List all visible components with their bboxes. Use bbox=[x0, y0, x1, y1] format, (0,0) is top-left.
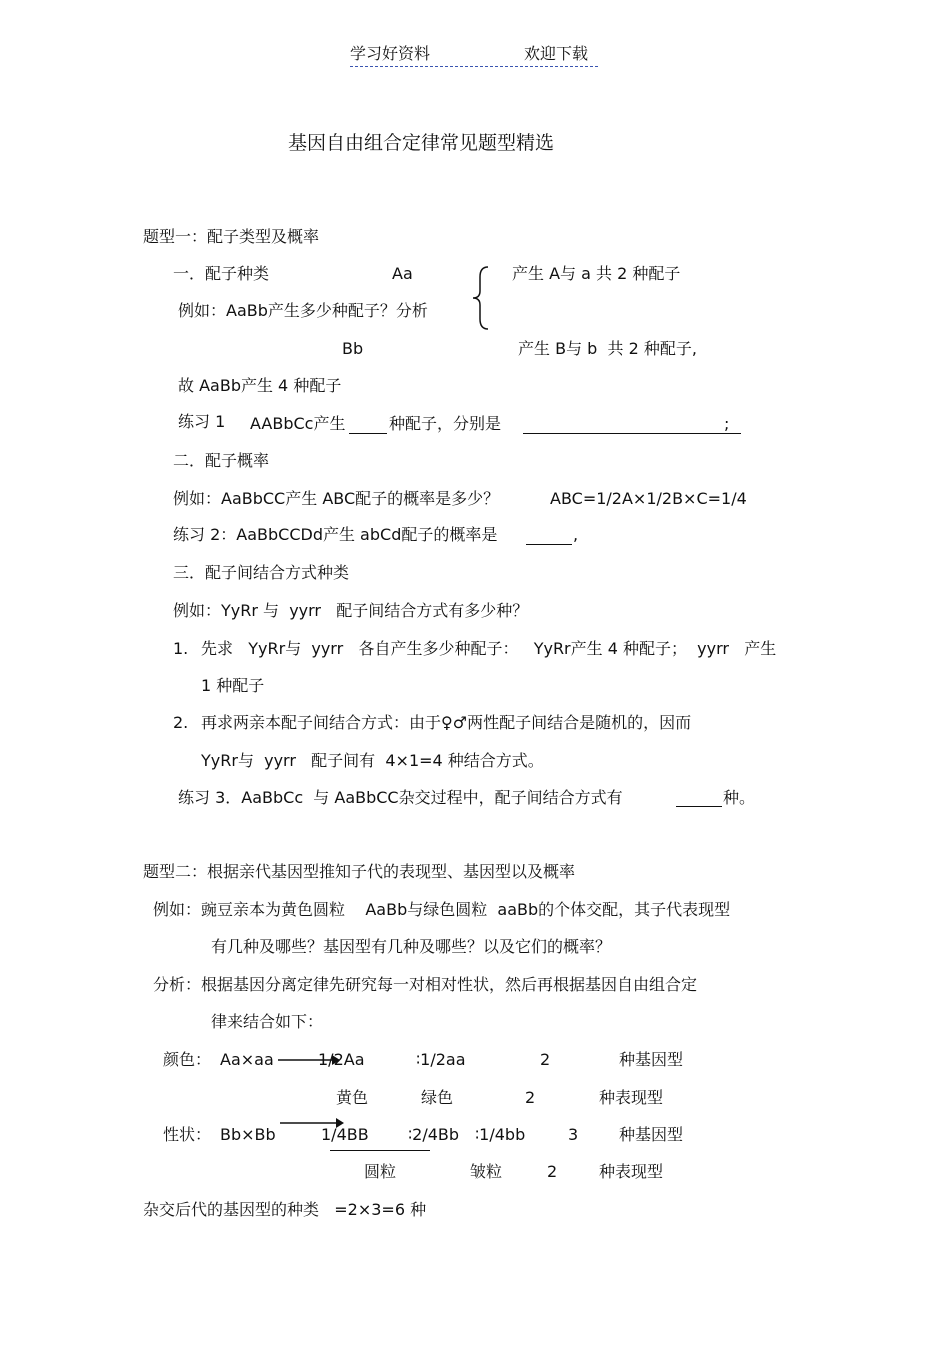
section-heading-type1: 题型一：配子类型及概率 bbox=[143, 227, 320, 246]
color-cross: Aa×aa bbox=[220, 1050, 274, 1069]
genotype-aa: Aa bbox=[392, 264, 413, 283]
example2-line1: 例如：豌豆亲本为黄色圆粒 AaBb与绿色圆粒 aaBb的个体交配，其子代表现型 bbox=[153, 900, 731, 919]
exercise1-end: ; bbox=[724, 414, 730, 433]
aa-result: 产生 A与 a 共 2 种配子 bbox=[512, 264, 681, 283]
color-ratio-aa-recessive: ∶1/2aa bbox=[416, 1050, 466, 1069]
shape-cross: Bb×Bb bbox=[220, 1125, 276, 1144]
step1-text: 先求 YyRr与 yyrr 各自产生多少种配子： YyRr产生 4 种配子； yyrr 产生 bbox=[201, 639, 777, 658]
exercise2-end: , bbox=[573, 525, 579, 544]
shape-phenotype-text: 种表现型 bbox=[599, 1162, 664, 1181]
bb-result: 产生 B与 b 共 2 种配子, bbox=[518, 339, 697, 358]
shape-ratio-bb-recessive: ∶1/4bb bbox=[475, 1125, 526, 1144]
color-phenotype-text: 种表现型 bbox=[599, 1088, 664, 1107]
step1-continuation: 1 种配子 bbox=[201, 676, 265, 695]
shape-ratio-bb: 1/4BB bbox=[321, 1125, 369, 1144]
shape-label: 性状： bbox=[163, 1125, 212, 1144]
phenotype-wrinkled: 皱粒 bbox=[470, 1162, 503, 1181]
exercise2-blank[interactable] bbox=[526, 544, 572, 545]
summary-genotype-count: 杂交后代的基因型的种类 =2×3=6 种 bbox=[143, 1200, 427, 1219]
analysis-line2: 律来结合如下： bbox=[211, 1012, 324, 1031]
phenotype-green: 绿色 bbox=[421, 1088, 454, 1107]
shape-genotype-text: 种基因型 bbox=[619, 1125, 684, 1144]
shape-phenotype-count: 2 bbox=[547, 1162, 558, 1181]
subsection-gamete-probability: 二．配子概率 bbox=[173, 451, 270, 470]
header-right: 欢迎下载 bbox=[524, 44, 589, 63]
example2-line2: 有几种及哪些？基因型有几种及哪些？以及它们的概率？ bbox=[211, 937, 612, 956]
subsection-combination: 三．配子间结合方式种类 bbox=[173, 563, 350, 582]
subsection-gamete-types: 一．配子种类 bbox=[173, 264, 270, 283]
exercise3-end: 种。 bbox=[723, 788, 756, 807]
analysis-line1: 分析：根据基因分离定律先研究每一对相对性状，然后再根据基因自由组合定 bbox=[153, 975, 698, 994]
color-genotype-count: 2 bbox=[540, 1050, 551, 1069]
exercise1-blank-list[interactable] bbox=[523, 433, 741, 434]
step1-number: 1. bbox=[173, 639, 189, 658]
exercise3-text: 练习 3．AaBbCc 与 AaBbCC杂交过程中，配子间结合方式有 bbox=[178, 788, 623, 807]
section-heading-type2: 题型二：根据亲代基因型推知子代的表现型、基因型以及概率 bbox=[143, 862, 576, 881]
exercise1-blank-count[interactable] bbox=[349, 433, 387, 434]
step2-continuation: YyRr与 yyrr 配子间有 4×1=4 种结合方式。 bbox=[201, 751, 544, 770]
phenotype-yellow: 黄色 bbox=[336, 1088, 369, 1107]
phenotype-round: 圆粒 bbox=[364, 1162, 397, 1181]
genotype-bb: Bb bbox=[342, 339, 364, 358]
example-gamete-probability: 例如：AaBbCC产生 ABC配子的概率是多少？ bbox=[173, 489, 500, 508]
color-label: 颜色： bbox=[163, 1050, 212, 1069]
conclusion-gamete-types: 故 AaBb产生 4 种配子 bbox=[178, 376, 342, 395]
exercise1-label: 练习 1 bbox=[178, 412, 226, 431]
example-combination: 例如：YyRr 与 yyrr 配子间结合方式有多少种？ bbox=[173, 601, 529, 620]
exercise1-genotype: AABbCc产生 bbox=[250, 414, 346, 433]
page-title: 基因自由组合定律常见题型精选 bbox=[288, 132, 555, 154]
step2-number: 2. bbox=[173, 713, 189, 732]
shape-ratio-bb-het: ∶2/4Bb bbox=[408, 1125, 460, 1144]
header-left: 学习好资料 bbox=[350, 44, 431, 63]
exercise2-text: 练习 2：AaBbCCDd产生 abCd配子的概率是 bbox=[173, 525, 498, 544]
step2-text: 再求两亲本配子间结合方式：由于♀♂两性配子间结合是随机的，因而 bbox=[201, 713, 692, 732]
exercise1-text: 种配子，分别是 bbox=[389, 414, 502, 433]
shape-underline bbox=[330, 1150, 430, 1151]
exercise3-blank[interactable] bbox=[676, 806, 722, 807]
shape-genotype-count: 3 bbox=[568, 1125, 579, 1144]
color-ratio-aa: 1/2Aa bbox=[318, 1050, 365, 1069]
example-probability-answer: ABC=1/2A×1/2B×C=1/4 bbox=[550, 489, 747, 508]
example-gamete-types: 例如：AaBb产生多少种配子？分析 bbox=[178, 301, 428, 320]
left-brace bbox=[470, 265, 492, 331]
color-genotype-text: 种基因型 bbox=[619, 1050, 684, 1069]
color-phenotype-count: 2 bbox=[525, 1088, 536, 1107]
